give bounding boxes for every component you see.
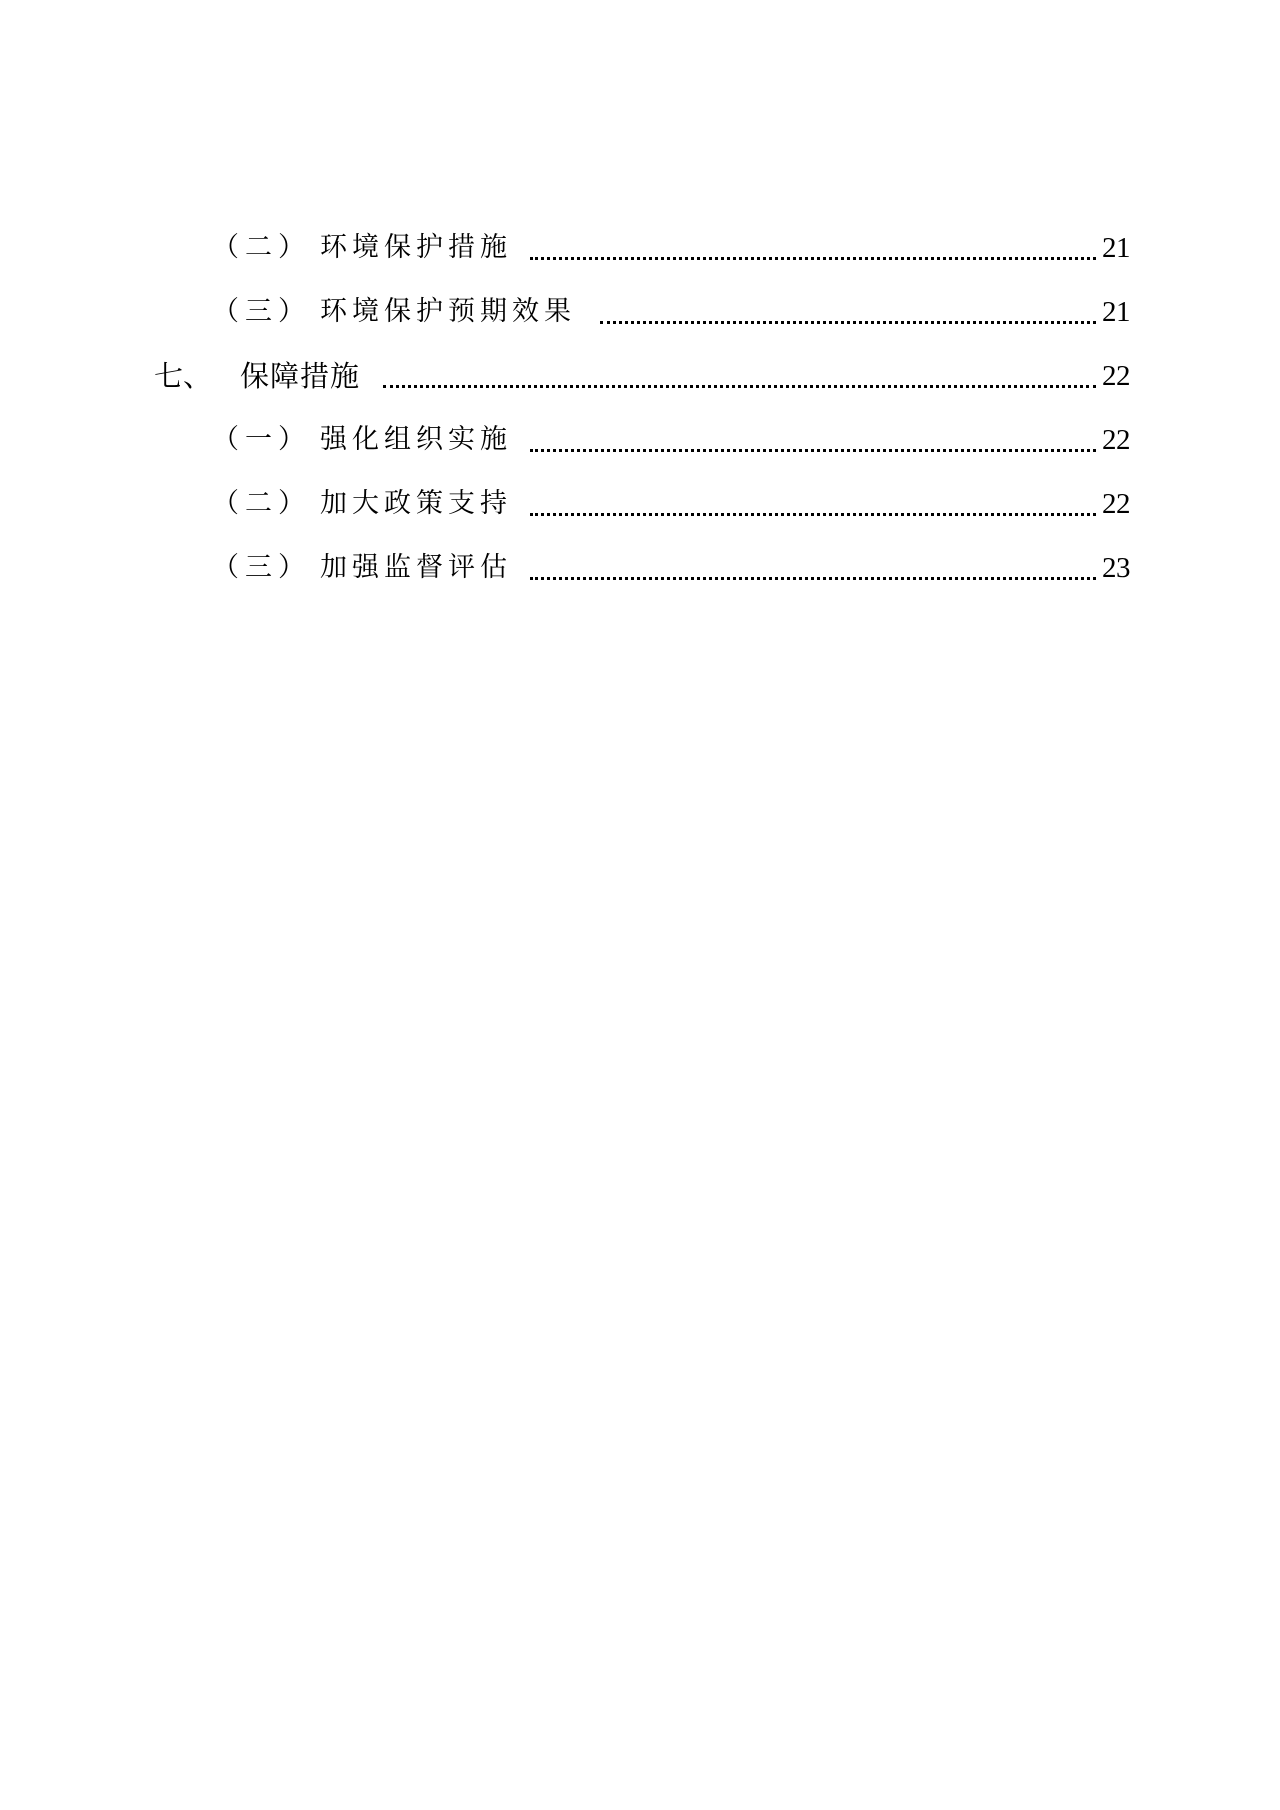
- toc-entry-title: 环境保护措施: [320, 232, 512, 263]
- toc-entry-title: 强化组织实施: [320, 424, 512, 455]
- toc-entry-title: 加大政策支持: [320, 488, 512, 519]
- toc-entry-page-number: 23: [1102, 552, 1130, 584]
- toc-entry-page-number: 22: [1102, 360, 1130, 392]
- toc-entry-environmental-measures[interactable]: [0, 228, 1280, 268]
- toc-entry-page-number: 22: [1102, 424, 1130, 456]
- dot-leader: [530, 449, 1096, 452]
- dot-leader: [530, 513, 1096, 516]
- toc-entry-page-number: 21: [1102, 232, 1130, 264]
- toc-entry-number: （二）: [212, 488, 311, 519]
- toc-entry-title: 保障措施: [240, 359, 361, 393]
- toc-entry-number: （三）: [212, 552, 311, 583]
- toc-entry-policy-support[interactable]: [0, 484, 1280, 524]
- toc-entry-number: （一）: [212, 424, 311, 455]
- toc-entry-page-number: 22: [1102, 488, 1130, 520]
- dot-leader: [530, 257, 1096, 260]
- toc-entry-number: （三）: [212, 296, 311, 327]
- dot-leader: [600, 321, 1096, 324]
- toc-entry-safeguard-measures[interactable]: [0, 356, 1280, 396]
- toc-entry-title: 环境保护预期效果: [320, 296, 576, 327]
- toc-entry-number: 七、: [154, 359, 213, 393]
- toc-entry-expected-effects[interactable]: [0, 292, 1280, 332]
- dot-leader: [530, 577, 1096, 580]
- toc-entry-organization[interactable]: [0, 420, 1280, 460]
- toc-entry-number: （二）: [212, 232, 311, 263]
- toc-entry-title: 加强监督评估: [320, 552, 512, 583]
- toc-entry-supervision[interactable]: [0, 548, 1280, 588]
- toc-entry-page-number: 21: [1102, 296, 1130, 328]
- dot-leader: [383, 385, 1096, 388]
